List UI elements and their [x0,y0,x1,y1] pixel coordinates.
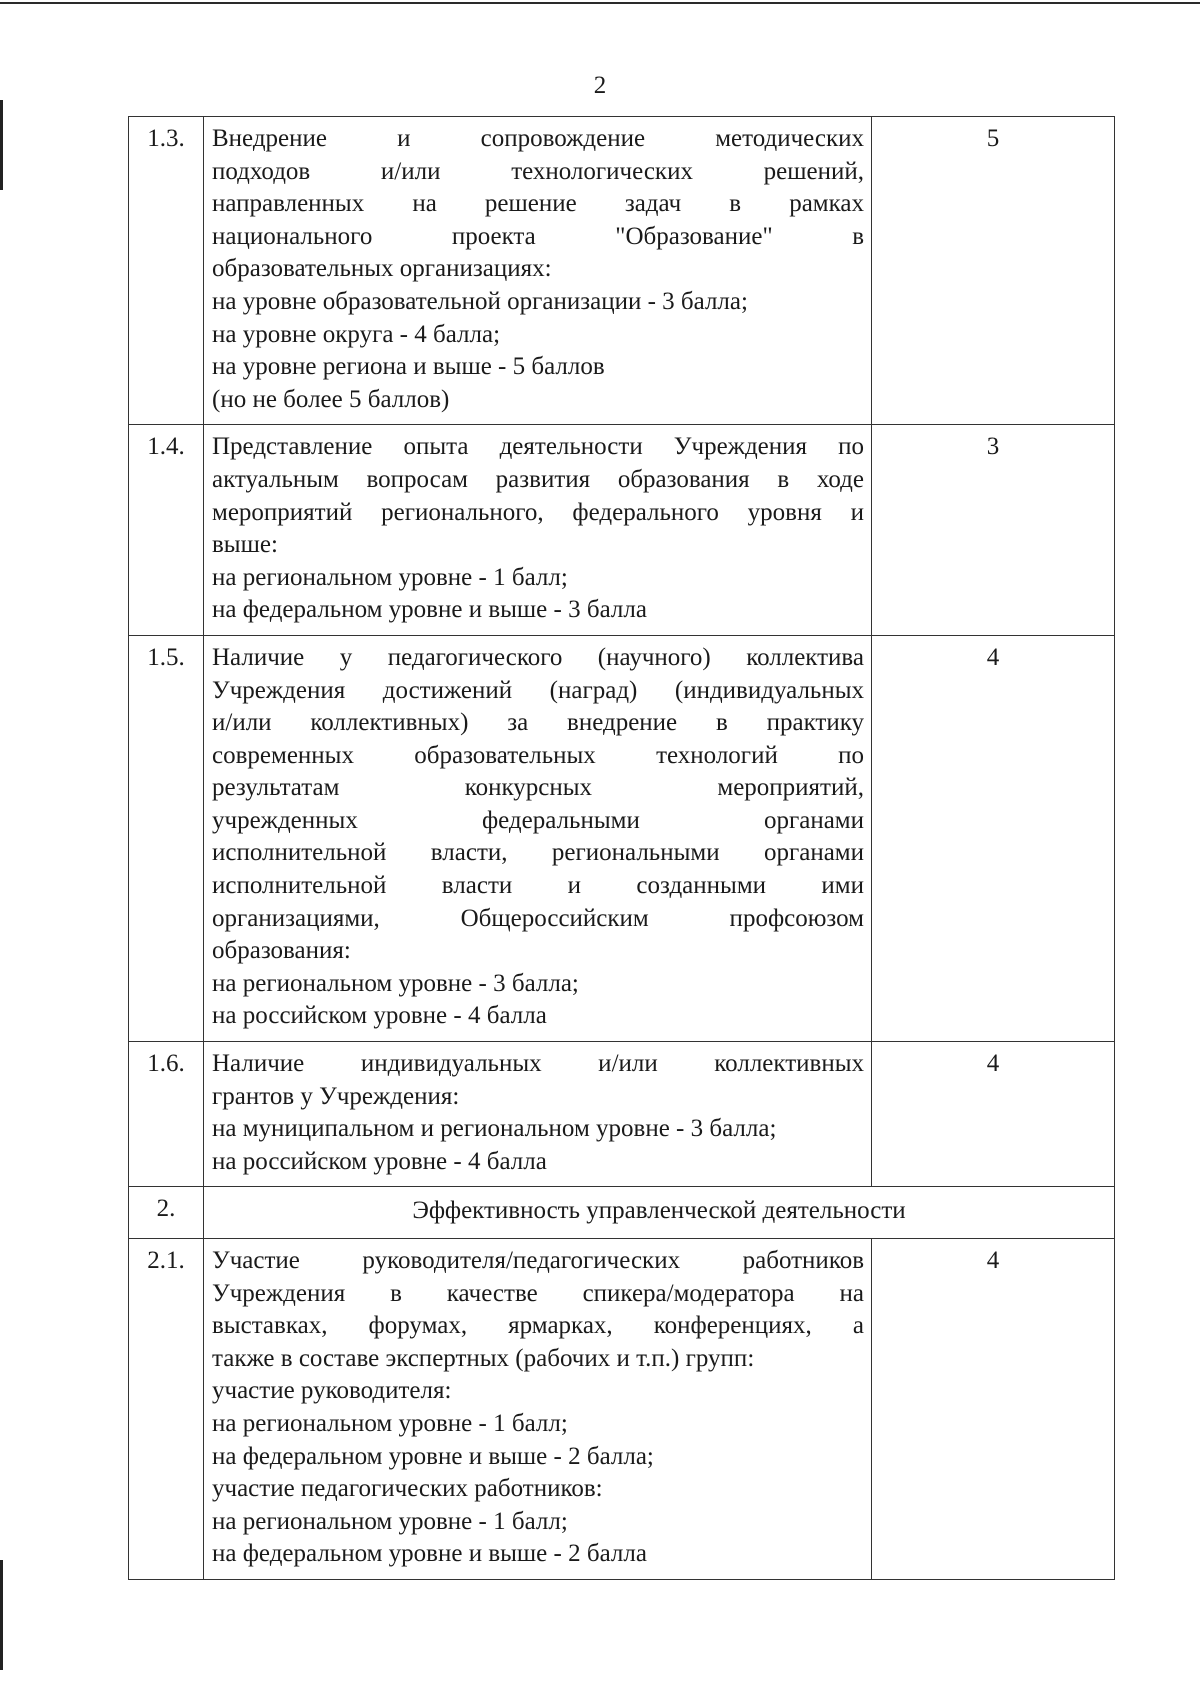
description-line: Внедрение и сопровождение методических [212,125,864,152]
description-line: на региональном уровне - 1 балл; [212,1409,568,1437]
description-line: направленных на решение задач в рамках [212,190,864,218]
row-number: 1.5. [129,635,204,1041]
description-line: на региональном уровне - 1 балл; [212,1507,568,1535]
description-line: современных образовательных технологий по [212,741,864,769]
criteria-table-body [129,117,1115,1580]
description-line: исполнительной власти, региональными органами [212,839,864,867]
description-line: исполнительной власти и созданными ими [212,872,864,900]
description-line: выставках, форумах, ярмарках, конференциях, а [212,1312,864,1340]
description-line: на федеральном уровне и выше - 2 балла [212,1540,647,1568]
criteria-row [129,1239,1115,1580]
description-line: на уровне региона и выше - 5 баллов [212,353,605,381]
criteria-table [128,116,1115,1580]
scan-left-edge-mark [0,100,3,190]
description-line: актуальным вопросам развития образования в ходе [212,465,864,493]
description-line: грантов у Учреждения: [212,1082,460,1110]
row-number: 1.4. [129,425,204,636]
scan-top-border [0,2,1200,4]
criterion-description [204,425,872,636]
description-line: Учреждения достижений (наград) (индивидуальных [212,676,864,704]
max-score: 5 [872,117,1115,425]
description-line: на региональном уровне - 3 балла; [212,969,579,997]
description-line: на уровне округа - 4 балла; [212,320,501,348]
description-line: на федеральном уровне и выше - 3 балла [212,596,647,624]
description-line: организациями, Общероссийским профсоюзом [212,904,864,932]
criteria-row [129,425,1115,636]
description-line: Участие руководителя/педагогических работников [212,1247,864,1274]
description-line: национального проекта "Образование" в [212,222,864,250]
description-line: Наличие индивидуальных и/или коллективных [212,1050,864,1078]
max-score: 4 [872,1042,1115,1187]
description-line: Наличие у педагогического (научного) коллектива [212,643,864,671]
criterion-description [204,1042,872,1187]
description-line: учрежденных федеральными органами [212,806,864,834]
description-line: подходов и/или технологических решений, [212,157,864,185]
row-number: 2. [129,1187,204,1239]
description-line: (но не более 5 баллов) [212,385,450,413]
description-line: мероприятий регионального, федерального уровня и [212,498,864,526]
scan-left-edge-mark [0,1560,3,1670]
description-line: на муниципальном и региональном уровне - 3 балла; [212,1115,777,1143]
description-line: выше: [212,531,278,559]
description-line: Учреждения в качестве спикера/модератора на [212,1279,864,1307]
description-line: также в составе экспертных (рабочих и т.п.) групп: [212,1344,755,1372]
description-line: на федеральном уровне и выше - 2 балла; [212,1442,654,1470]
criteria-row [129,1042,1115,1187]
description-line: на российском уровне - 4 балла [212,1147,547,1175]
max-score: 4 [872,1239,1115,1580]
criteria-row [129,117,1115,425]
criteria-row [129,635,1115,1041]
description-line: участие педагогических работников: [212,1475,603,1503]
description-line: на уровне образовательной организации - 3 балла; [212,287,748,315]
section-title: Эффективность управленческой деятельности [204,1187,1115,1239]
description-line: участие руководителя: [212,1377,452,1405]
criteria-row [129,1187,1115,1239]
description-line: и/или коллективных) за внедрение в практику [212,709,864,737]
row-number: 1.6. [129,1042,204,1187]
description-line: образования: [212,937,351,965]
row-number: 1.3. [129,117,204,425]
description-line: на региональном уровне - 1 балл; [212,563,568,591]
max-score: 4 [872,635,1115,1041]
criterion-description [204,1239,872,1580]
description-line: на российском уровне - 4 балла [212,1002,547,1030]
description-line: результатам конкурсных мероприятий, [212,774,864,802]
max-score: 3 [872,425,1115,636]
description-line: Представление опыта деятельности Учреждения по [212,433,864,461]
page-number: 2 [593,72,607,99]
description-line: образовательных организациях: [212,255,552,283]
row-number: 2.1. [129,1239,204,1580]
criterion-description [204,635,872,1041]
criterion-description [204,117,872,425]
